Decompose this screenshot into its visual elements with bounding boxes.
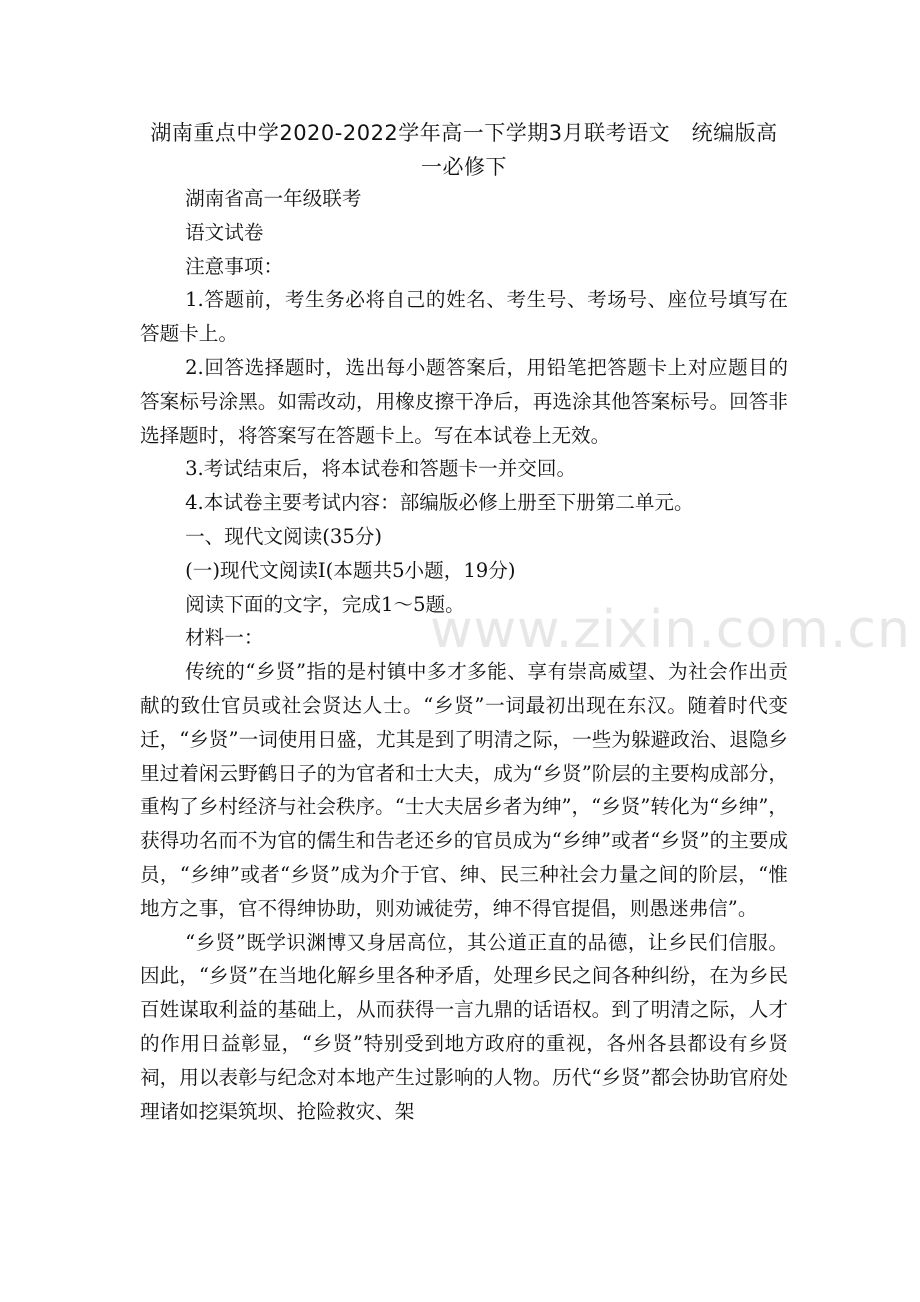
paragraph: “乡贤”既学识渊博又身居高位，其公道正直的品德，让乡民们信服。因此，“乡贤”在当地化解乡里各种矛盾，处理乡民之间各种纠纷，在为乡民百姓谋取利益的基础上，从而获得一言九鼎的话语权。到了明清之际，人才的作用日益彰显，“乡贤”特别受到地方政府的重视，各州各县都设有乡贤祠，用以表彰与纪念对本地产生过影响的人物。历代“乡贤”都会协助官府处理诸如挖渠筑坝、抢险救灾、架: [140, 930, 788, 1123]
watermark: www.zixin.com.cn: [430, 600, 911, 660]
document-title: 湖南重点中学2020-2022学年高一下学期3月联考语文 统编版高一必修下: [150, 121, 778, 179]
paragraph: 2.回答选择题时，选出每小题答案后，用铅笔把答题卡上对应题目的答案标号涂黑。如需改动，用橡皮擦干净后，再选涂其他答案标号。回答非选择题时，将答案写在答题卡上。写在本试卷上无效。: [140, 355, 788, 447]
document-body: [140, 182, 911, 1128]
paragraph: 3.考试结束后，将本试卷和答题卡一并交回。: [185, 457, 577, 481]
paragraph: 注意事项：: [185, 254, 284, 278]
paragraph: 1.答题前，考生务必将自己的姓名、考生号、考场号、座位号填写在答题卡上。: [140, 288, 788, 346]
material-label: 材料一：: [185, 626, 264, 650]
paragraph: 4.本试卷主要考试内容：部编版必修上册至下册第二单元。: [185, 491, 694, 515]
paragraph: 传统的“乡贤”指的是村镇中多才多能、享有崇高威望、为社会作出贡献的致仕官员或社会贤达人士。“乡贤”一词最初出现在东汉。随着时代变迁，“乡贤”一词使用日盛，尤其是到了明清之际，一些为躲避政治、退隐乡里过着闲云野鹤日子的为官者和士大夫，成为“乡贤”阶层的主要构成部分，重构了乡村经济与社会秩序。“士大夫居乡者为绅”，“乡贤”转化为“乡绅”，获得功名而不为官的儒生和告老还乡的官员成为“乡绅”或者“乡贤”的主要成员，“乡绅”或者“乡贤”成为介于官、绅、民三种社会力量之间的阶层，“惟地方之事，官不得绅协助，则劝诫徒劳，绅不得官提倡，则愚迷弗信”。: [140, 660, 788, 920]
paragraph: 阅读下面的文字，完成1～5题。: [185, 592, 465, 616]
paragraph: 语文试卷: [185, 220, 264, 244]
paragraph: 湖南省高一年级联考: [185, 187, 362, 210]
section-heading: 一、现代文阅读(35分): [185, 524, 383, 548]
subsection-heading: (一)现代文阅读Ⅰ(本题共5小题，19分): [185, 558, 516, 582]
